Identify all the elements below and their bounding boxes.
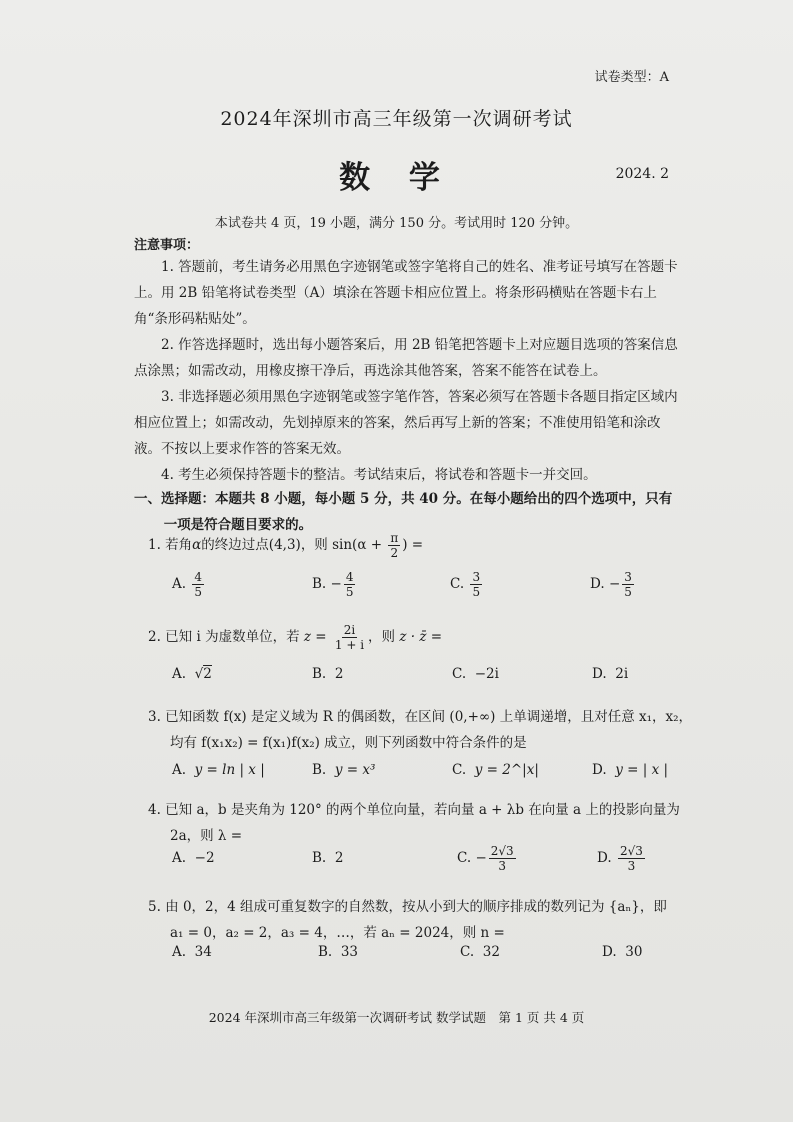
notice-item-3: 3. 非选择题必须用黑色字迹钢笔或签字笔作答，答案必须写在答题卡各题目指定区域内相应位置上；如需改动，先划掉原来的答案，然后再写上新的答案；不准使用铅笔和涂改液。不按以上要求作答的答案无效。 bbox=[134, 389, 678, 457]
q2-option-c[interactable]: C. −2i bbox=[452, 666, 499, 682]
q3-option-b[interactable]: B. y = x³ bbox=[312, 762, 376, 778]
notice-heading: 注意事项： bbox=[134, 238, 200, 253]
q1-pi: π bbox=[390, 531, 399, 545]
q2-option-d[interactable]: D. 2i bbox=[592, 666, 629, 682]
q1-options bbox=[172, 570, 672, 600]
page-footer: 2024 年深圳市高三年级第一次调研考试 数学试题 第 1 页 共 4 页 bbox=[208, 1010, 585, 1025]
q4-line-1: 4. 已知 a，b 是夹角为 120° 的两个单位向量，若向量 a + λb 在向量 a 上的投影向量为 bbox=[148, 802, 680, 818]
q4-options bbox=[172, 844, 672, 874]
section-line-1: 一、选择题：本题共 8 小题，每小题 5 分，共 40 分。在每小题给出的四个选项中，只有 bbox=[134, 491, 673, 507]
q1-mid: 的终边过点 bbox=[201, 537, 269, 553]
notice-item-1: 1. 答题前，考生请务必用黑色字迹钢笔或签字笔将自己的姓名、准考证号填写在答题卡上。用 2B 铅笔将试卷类型（A）填涂在答题卡相应位置上。将条形码横贴在答题卡右上角“条形码粘贴处”。 bbox=[134, 259, 678, 327]
notice-item-4: 4. 考生必须保持答题卡的整洁。考试结束后，将试卷和答题卡一并交回。 bbox=[161, 467, 597, 483]
q5-option-a[interactable]: A. 34 bbox=[172, 944, 212, 960]
q5-option-d[interactable]: D. 30 bbox=[602, 944, 643, 960]
q3-line-2: 均有 f(x₁x₂) = f(x₁)f(x₂) 成立，则下列函数中符合条件的是 bbox=[170, 735, 527, 751]
section-line-2: 一项是符合题目要求的。 bbox=[163, 517, 313, 533]
q2-tail: ，则 bbox=[368, 629, 396, 645]
q1-option-c[interactable]: C. $\frac{3}{5}$ bbox=[450, 570, 481, 599]
q2-option-b[interactable]: B. 2 bbox=[312, 666, 344, 682]
q2-expr: z · z̄ = bbox=[399, 629, 443, 645]
q5-options bbox=[172, 944, 672, 974]
exam-title: 2024年深圳市高三年级第一次调研考试 bbox=[220, 108, 573, 130]
question-3 bbox=[148, 704, 693, 756]
q1-point: (4,3) bbox=[268, 537, 301, 553]
notice-item-2: 2. 作答选择题时，选出每小题答案后，用 2B 铅笔把答题卡上对应题目选项的答案信息点涂黑；如需改动，用橡皮擦干净后，再选涂其他答案，答案不能答在试卷上。 bbox=[134, 337, 678, 379]
q3-option-a[interactable]: A. y = ln | x | bbox=[172, 762, 265, 778]
q4-line-2: 2a，则 λ = bbox=[170, 828, 243, 844]
q4-option-b[interactable]: B. 2 bbox=[312, 850, 344, 866]
q2-fraction: $\frac{2i}{1 + i}$ bbox=[334, 623, 365, 652]
q3-line-1: 3. 已知函数 f(x) 是定义域为 R 的偶函数，在区间 (0,+∞) 上单调递增，且对任意 x₁，x₂， bbox=[148, 709, 693, 725]
q1-two: 2 bbox=[390, 546, 399, 560]
q2-z-eq: z = bbox=[303, 629, 327, 645]
q5-option-c[interactable]: C. 32 bbox=[460, 944, 500, 960]
question-4 bbox=[148, 797, 693, 849]
q2-lead: 2. 已知 i 为虚数单位，若 bbox=[148, 629, 300, 645]
q5-option-b[interactable]: B. 33 bbox=[318, 944, 358, 960]
q1-pi-fraction bbox=[388, 531, 400, 560]
question-2 bbox=[148, 623, 693, 652]
q1-alpha: α bbox=[192, 537, 202, 553]
q1-option-b[interactable]: B. − $\frac{4}{5}$ bbox=[312, 570, 354, 599]
q1-option-a[interactable]: A. $\frac{4}{5}$ bbox=[172, 570, 202, 599]
q2-options bbox=[172, 666, 672, 696]
q1-close: ) = bbox=[402, 537, 424, 553]
q3-option-c[interactable]: C. y = 2^|x| bbox=[452, 762, 539, 778]
q3-options bbox=[172, 762, 672, 792]
q1-option-d[interactable]: D. − $\frac{3}{5}$ bbox=[590, 570, 632, 599]
question-1 bbox=[148, 531, 693, 560]
q5-line-1: 5. 由 0，2，4 组成可重复数字的自然数，按从小到大的顺序排成的数列记为 {aₙ}，即 bbox=[148, 899, 667, 915]
q1-expr: sin(α + bbox=[332, 537, 383, 553]
q2-option-a[interactable]: A. √2 bbox=[172, 666, 212, 682]
q4-option-a[interactable]: A. −2 bbox=[172, 850, 215, 866]
paper-type: 试卷类型：A bbox=[594, 70, 669, 85]
q1-lead: 1. 若角 bbox=[148, 537, 193, 553]
q3-option-d[interactable]: D. y = | x | bbox=[592, 762, 669, 778]
q1-tail: ，则 bbox=[300, 537, 328, 553]
exam-intro: 本试卷共 4 页，19 小题，满分 150 分。考试用时 120 分钟。 bbox=[214, 216, 579, 231]
q5-line-2: a₁ = 0，a₂ = 2，a₃ = 4，…，若 aₙ = 2024，则 n = bbox=[170, 925, 505, 941]
subject-title: 数 学 bbox=[339, 160, 454, 196]
q4-option-d[interactable]: D. $\frac{2√3}{3}$ bbox=[597, 844, 643, 873]
exam-date: 2024. 2 bbox=[615, 166, 669, 182]
q4-option-c[interactable]: C. − $\frac{2√3}{3}$ bbox=[457, 844, 514, 873]
question-5 bbox=[148, 894, 693, 946]
